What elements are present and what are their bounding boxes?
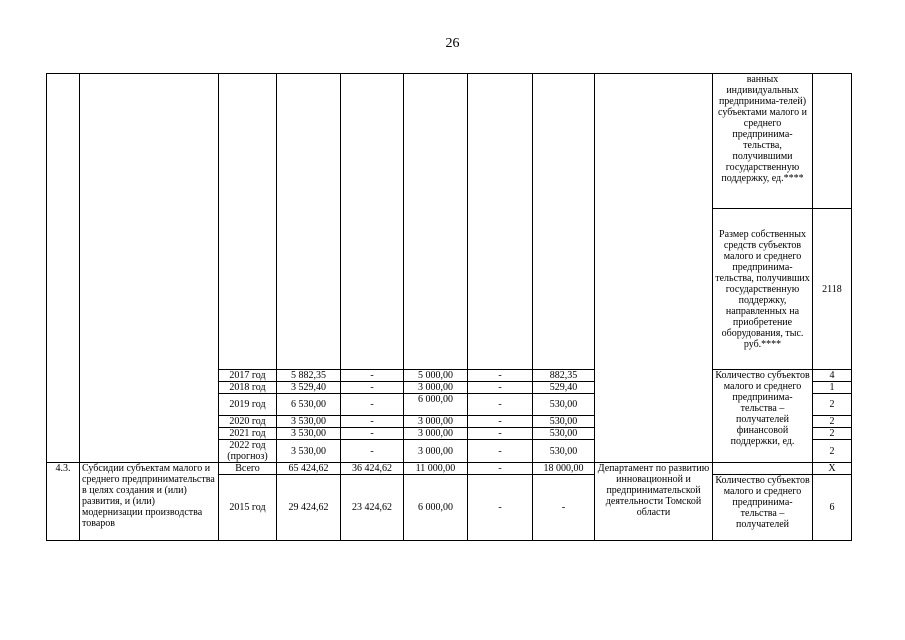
cell-executor-cont [595, 74, 713, 463]
table-row: 2018 год 3 529,40 - 3 000,00 - 529,40 1 [47, 382, 852, 394]
table-row: 2019 год 6 530,00 - 6 000,00 - 530,00 2 [47, 394, 852, 416]
cell-num-cont [47, 74, 80, 463]
indicator-1: ванных индивидуальных предпринима-телей) субъектами малого и среднего предпринима-тельства, получившими государственную поддержку, ед.**** [713, 74, 813, 209]
table-row: 2017 год 5 882,35 - 5 000,00 - 882,35 Количество субъектов малого и среднего предпринима-тельства – получателей финансовой поддержки, ед. 4 [47, 370, 852, 382]
table-row: 2015 год 29 424,62 23 424,62 6 000,00 - - Количество субъектов малого и среднего предпринима-тельства – получателей 6 [47, 475, 852, 541]
program-table [46, 73, 852, 541]
indicator-2: Размер собственных средств субъектов малого и среднего предпринима-тельства, получивших государственную поддержку, направленных на приобретение оборудования, тыс. руб.**** [713, 209, 813, 370]
table-row: 2022 год (прогноз) 3 530,00 - 3 000,00 - 530,00 2 [47, 440, 852, 463]
item-indicator: Количество субъектов малого и среднего предпринима-тельства – получателей [713, 475, 813, 541]
page-number: 26 [445, 36, 460, 51]
cell-name-cont [80, 74, 219, 463]
table-row: 2021 год 3 530,00 - 3 000,00 - 530,00 2 [47, 428, 852, 440]
item-executor: Департамент по развитию инновационной и предпринимательской деятельности Томской области [595, 463, 713, 541]
table-row: 4.3. Субсидии субъектам малого и среднего предпринимательства в целях создания и (или) развития, и (или) модернизации производства товаров Всего 65 424,62 36 424,62 11 000,00 - 18 000,00 Департамент по развитию инновационной и предпринимательской деятельности Томской области X [47, 463, 852, 475]
table-row: 2020 год 3 530,00 - 3 000,00 - 530,00 2 [47, 416, 852, 428]
item-number: 4.3. [47, 463, 80, 541]
indicator-3: Количество субъектов малого и среднего предпринима-тельства – получателей финансовой поддержки, ед. [713, 370, 813, 463]
item-name: Субсидии субъектам малого и среднего предпринимательства в целях создания и (или) развития, и (или) модернизации производства товаров [80, 463, 219, 541]
indicator-2-value: 2118 [813, 209, 852, 370]
